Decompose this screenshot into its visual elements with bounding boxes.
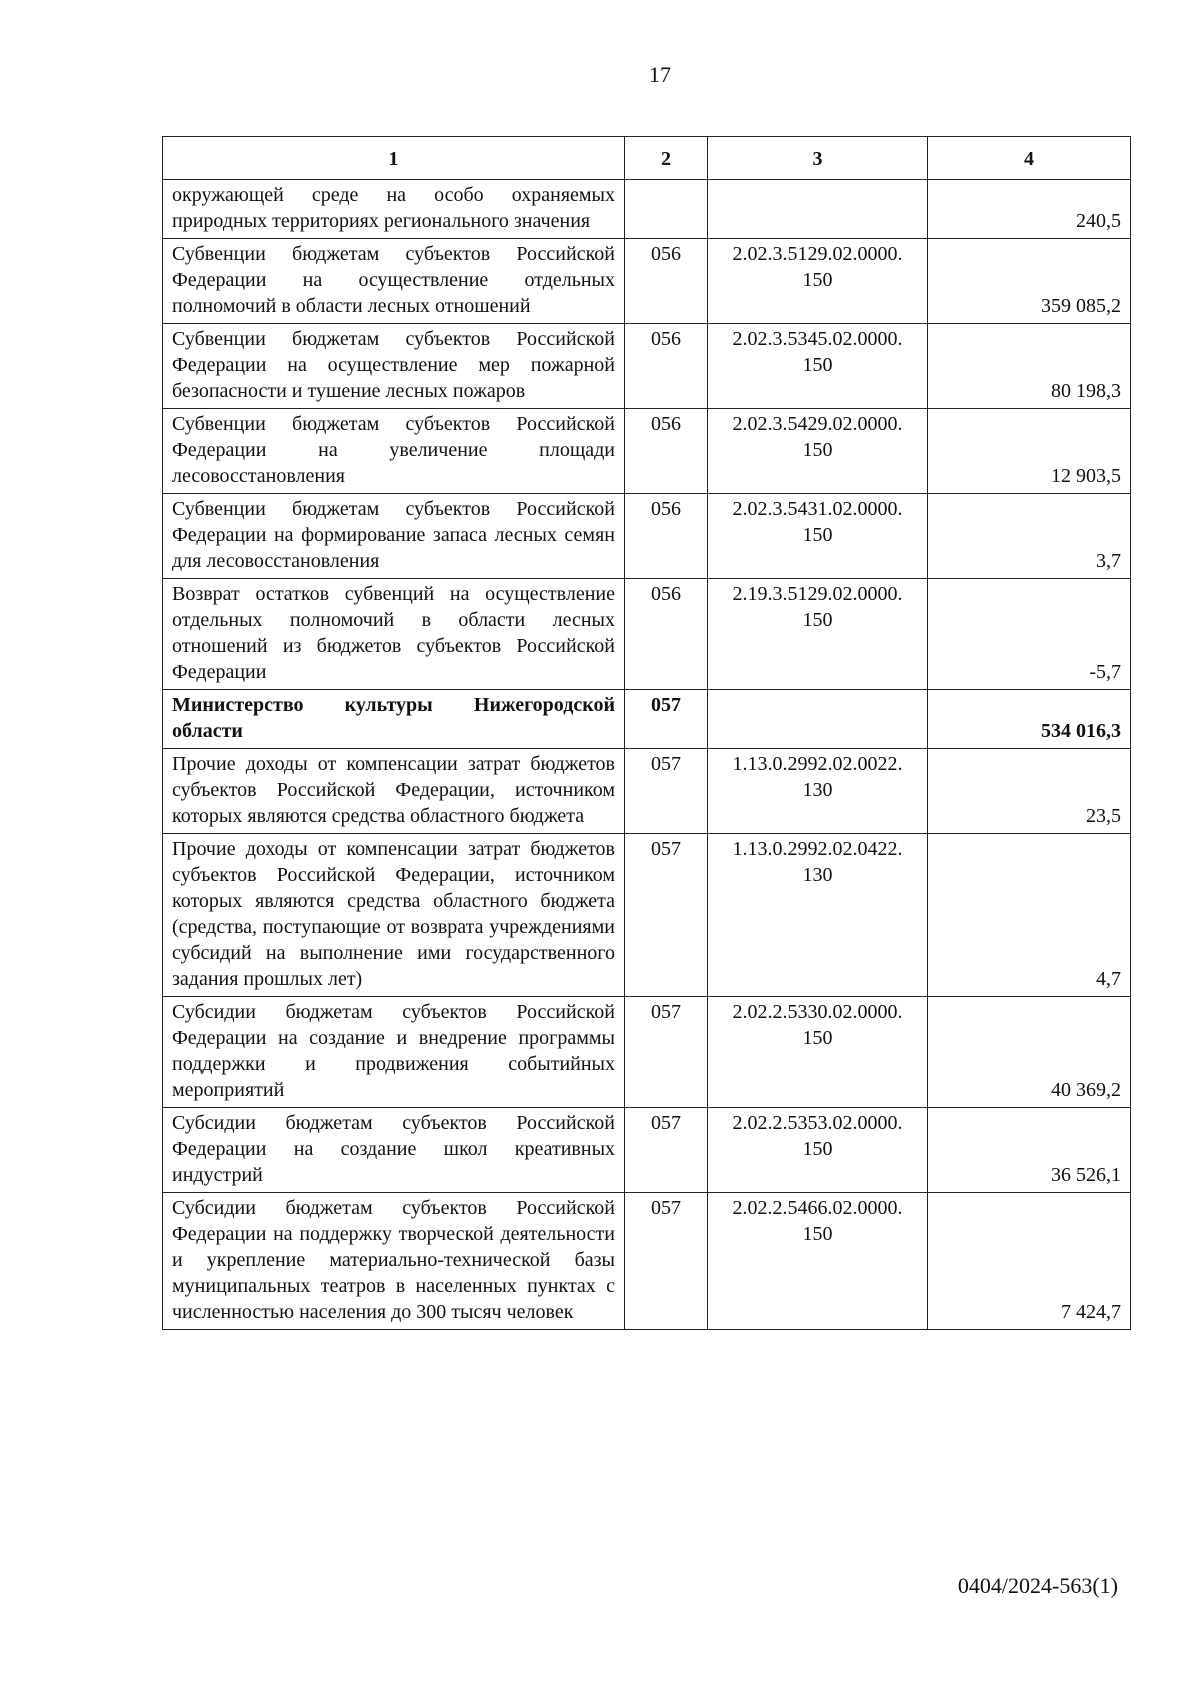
table-row: [163, 494, 1131, 579]
row-budget-classification-code: [708, 180, 928, 239]
row-amount: 3,7: [928, 494, 1131, 579]
row-budget-classification-code: 2.02.2.5330.02.0000. 150: [708, 997, 928, 1108]
table-row: [163, 749, 1131, 834]
table-row: [163, 324, 1131, 409]
row-amount: 12 903,5: [928, 409, 1131, 494]
row-amount: 359 085,2: [928, 239, 1131, 324]
row-admin-code: 056: [625, 494, 708, 579]
row-admin-code: 057: [625, 690, 708, 749]
row-budget-classification-code: 2.02.2.5353.02.0000. 150: [708, 1108, 928, 1193]
row-admin-code: 056: [625, 324, 708, 409]
row-budget-classification-code: 2.19.3.5129.02.0000. 150: [708, 579, 928, 690]
row-description: Прочие доходы от компенсации затрат бюджетов субъектов Российской Федерации, источником которых являются средства областного бюджета: [163, 749, 625, 834]
row-budget-classification-code: 2.02.2.5466.02.0000. 150: [708, 1193, 928, 1330]
row-amount: 36 526,1: [928, 1108, 1131, 1193]
page-number: 17: [649, 62, 671, 87]
budget-revenue-table: [162, 136, 1131, 1330]
row-description: Субсидии бюджетам субъектов Российской Федерации на создание и внедрение программы поддержки и продвижения событийных мероприятий: [163, 997, 625, 1108]
row-budget-classification-code: 2.02.3.5429.02.0000. 150: [708, 409, 928, 494]
row-admin-code: 056: [625, 579, 708, 690]
row-amount: -5,7: [928, 579, 1131, 690]
table-row: [163, 409, 1131, 494]
row-budget-classification-code: 1.13.0.2992.02.0422. 130: [708, 834, 928, 997]
column-header-4: 4: [928, 137, 1131, 180]
table-header-row: [163, 137, 1131, 180]
table-row: [163, 579, 1131, 690]
row-admin-code: 057: [625, 834, 708, 997]
table-row: [163, 239, 1131, 324]
column-header-2: 2: [625, 137, 708, 180]
row-description: Министерство культуры Нижегородской области: [163, 690, 625, 749]
table-row: [163, 690, 1131, 749]
table-row: [163, 834, 1131, 997]
row-description: Субсидии бюджетам субъектов Российской Федерации на создание школ креативных индустрий: [163, 1108, 625, 1193]
table-row: [163, 180, 1131, 239]
row-amount: 23,5: [928, 749, 1131, 834]
row-admin-code: 057: [625, 749, 708, 834]
row-budget-classification-code: [708, 690, 928, 749]
row-budget-classification-code: 2.02.3.5431.02.0000. 150: [708, 494, 928, 579]
column-header-1: 1: [163, 137, 625, 180]
row-description: Субвенции бюджетам субъектов Российской Федерации на увеличение площади лесовосстановления: [163, 409, 625, 494]
row-admin-code: 057: [625, 1193, 708, 1330]
row-amount: 534 016,3: [928, 690, 1131, 749]
row-description: Субвенции бюджетам субъектов Российской Федерации на осуществление мер пожарной безопасности и тушение лесных пожаров: [163, 324, 625, 409]
table-row: [163, 1108, 1131, 1193]
row-amount: 240,5: [928, 180, 1131, 239]
row-amount: 80 198,3: [928, 324, 1131, 409]
table-row: [163, 997, 1131, 1108]
row-description: Прочие доходы от компенсации затрат бюджетов субъектов Российской Федерации, источником которых являются средства областного бюджета (средства, поступающие от возврата учреждениями субсидий на выполнение ими государственного задания прошлых лет): [163, 834, 625, 997]
table-body: [163, 180, 1131, 1330]
row-amount: 4,7: [928, 834, 1131, 997]
row-amount: 7 424,7: [928, 1193, 1131, 1330]
row-budget-classification-code: 2.02.3.5345.02.0000. 150: [708, 324, 928, 409]
row-description: Возврат остатков субвенций на осуществление отдельных полномочий в области лесных отношений из бюджетов субъектов Российской Федерации: [163, 579, 625, 690]
row-admin-code: 057: [625, 1108, 708, 1193]
row-admin-code: [625, 180, 708, 239]
row-admin-code: 056: [625, 239, 708, 324]
table-row: [163, 1193, 1131, 1330]
document-registration-code: 0404/2024-563(1): [957, 1573, 1118, 1598]
row-description: Субвенции бюджетам субъектов Российской Федерации на формирование запаса лесных семян для лесовосстановления: [163, 494, 625, 579]
row-description: Субсидии бюджетам субъектов Российской Федерации на поддержку творческой деятельности и укрепление материально-технической базы муниципальных театров в населенных пунктах с численностью населения до 300 тысяч человек: [163, 1193, 625, 1330]
row-amount: 40 369,2: [928, 997, 1131, 1108]
row-description: Субвенции бюджетам субъектов Российской Федерации на осуществление отдельных полномочий в области лесных отношений: [163, 239, 625, 324]
column-header-3: 3: [708, 137, 928, 180]
row-admin-code: 057: [625, 997, 708, 1108]
row-budget-classification-code: 2.02.3.5129.02.0000. 150: [708, 239, 928, 324]
row-budget-classification-code: 1.13.0.2992.02.0022. 130: [708, 749, 928, 834]
row-admin-code: 056: [625, 409, 708, 494]
row-description: окружающей среде на особо охраняемых природных территориях регионального значения: [163, 180, 625, 239]
